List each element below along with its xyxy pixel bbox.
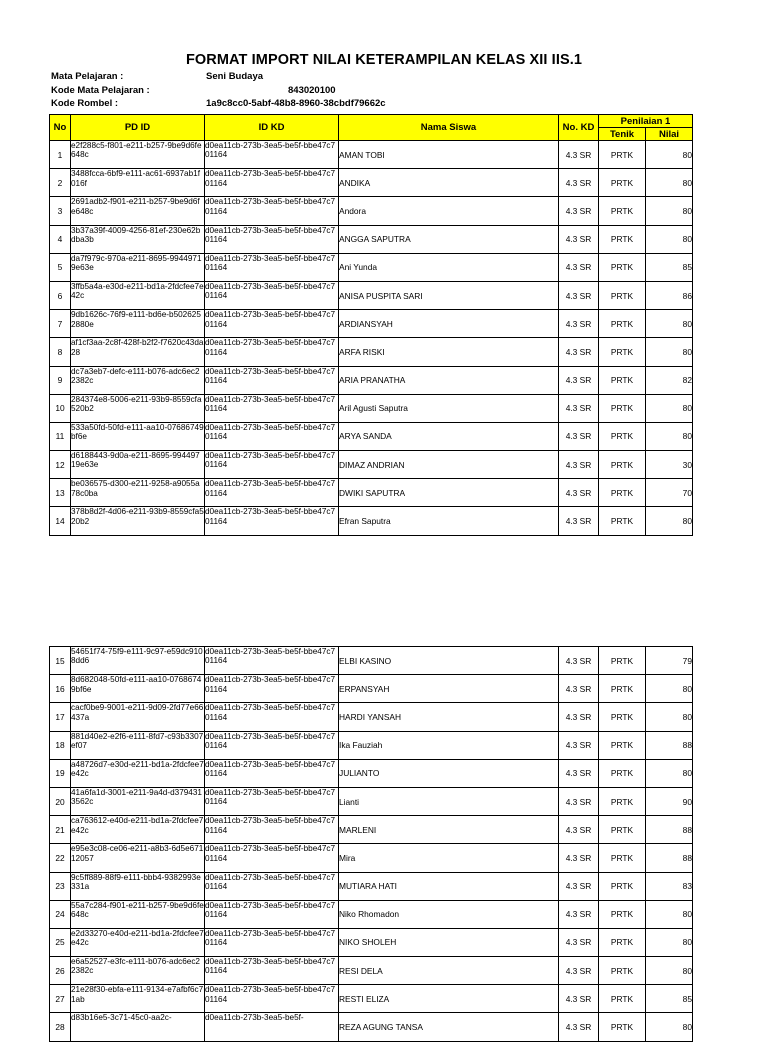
table-row — [50, 957, 693, 985]
nilai-cell: 82 — [646, 366, 693, 394]
student-name-cell: ANDIKA — [339, 169, 559, 197]
teknik-cell: PRTK — [599, 310, 646, 338]
id-kd-cell: d0ea11cb-273b-3ea5-be5f-bbe47c701164 — [205, 394, 339, 422]
student-name-cell: AMAN TOBI — [339, 141, 559, 169]
student-name-cell: HARDI YANSAH — [339, 703, 559, 731]
row-number: 26 — [50, 957, 71, 985]
id-kd-cell: d0ea11cb-273b-3ea5-be5f-bbe47c701164 — [205, 703, 339, 731]
header-id-kd: ID KD — [205, 115, 339, 141]
no-kd-cell: 4.3 SR — [559, 647, 599, 675]
teknik-cell: PRTK — [599, 675, 646, 703]
table-row — [50, 281, 693, 309]
nilai-cell: 86 — [646, 281, 693, 309]
nilai-cell: 80 — [646, 928, 693, 956]
table-row — [50, 394, 693, 422]
teknik-cell: PRTK — [599, 703, 646, 731]
header-penilaian: Penilaian 1 — [599, 115, 693, 128]
teknik-cell: PRTK — [599, 957, 646, 985]
teknik-cell: PRTK — [599, 338, 646, 366]
nilai-cell: 80 — [646, 900, 693, 928]
id-kd-cell: d0ea11cb-273b-3ea5-be5f-bbe47c701164 — [205, 816, 339, 844]
row-number: 11 — [50, 422, 71, 450]
id-kd-cell: d0ea11cb-273b-3ea5-be5f-bbe47c701164 — [205, 872, 339, 900]
student-name-cell: ANISA PUSPITA SARI — [339, 281, 559, 309]
no-kd-cell: 4.3 SR — [559, 394, 599, 422]
sheet-title: FORMAT IMPORT NILAI KETERAMPILAN KELAS XII IIS.1 — [185, 52, 583, 68]
nilai-cell: 80 — [646, 394, 693, 422]
no-kd-cell: 4.3 SR — [559, 872, 599, 900]
no-kd-cell: 4.3 SR — [559, 928, 599, 956]
no-kd-cell: 4.3 SR — [559, 141, 599, 169]
id-kd-cell: d0ea11cb-273b-3ea5-be5f-bbe47c701164 — [205, 731, 339, 759]
nilai-cell: 88 — [646, 731, 693, 759]
header-teknik: Tenik — [599, 128, 646, 141]
row-number: 25 — [50, 928, 71, 956]
teknik-cell: PRTK — [599, 985, 646, 1013]
id-kd-cell: d0ea11cb-273b-3ea5-be5f-bbe47c701164 — [205, 310, 339, 338]
no-kd-cell: 4.3 SR — [559, 422, 599, 450]
teknik-cell: PRTK — [599, 816, 646, 844]
student-name-cell: DIMAZ ANDRIAN — [339, 451, 559, 479]
kode-mapel-label: Kode Mata Pelajaran : — [51, 85, 150, 96]
nilai-cell: 83 — [646, 872, 693, 900]
table-row — [50, 253, 693, 281]
table-body — [50, 141, 693, 536]
no-kd-cell: 4.3 SR — [559, 451, 599, 479]
row-number: 23 — [50, 872, 71, 900]
table-row — [50, 451, 693, 479]
header-pd-id: PD ID — [71, 115, 205, 141]
table-row — [50, 985, 693, 1013]
row-number: 3 — [50, 197, 71, 225]
no-kd-cell: 4.3 SR — [559, 703, 599, 731]
pd-id-cell: 378b8d2f-4d06-e211-93b9-8559cfa520b2 — [71, 507, 205, 535]
pd-id-cell: da7f979c-970a-e211-8695-99449719e63e — [71, 253, 205, 281]
table-row — [50, 675, 693, 703]
teknik-cell: PRTK — [599, 281, 646, 309]
student-name-cell: ANGGA SAPUTRA — [339, 225, 559, 253]
no-kd-cell: 4.3 SR — [559, 281, 599, 309]
id-kd-cell: d0ea11cb-273b-3ea5-be5f-bbe47c701164 — [205, 844, 339, 872]
id-kd-cell: d0ea11cb-273b-3ea5-be5f-bbe47c701164 — [205, 507, 339, 535]
rombel-value: 1a9c8cc0-5abf-48b8-8960-38cbdf79662c — [206, 98, 386, 109]
student-name-cell: Efran Saputra — [339, 507, 559, 535]
row-number: 1 — [50, 141, 71, 169]
teknik-cell: PRTK — [599, 394, 646, 422]
id-kd-cell: d0ea11cb-273b-3ea5-be5f-bbe47c701164 — [205, 787, 339, 815]
table-row — [50, 169, 693, 197]
teknik-cell: PRTK — [599, 759, 646, 787]
student-name-cell: Ika Fauziah — [339, 731, 559, 759]
nilai-cell: 90 — [646, 787, 693, 815]
pd-id-cell: cacf0be9-9001-e211-9d09-2fd77e66437a — [71, 703, 205, 731]
row-number: 28 — [50, 1013, 71, 1041]
teknik-cell: PRTK — [599, 928, 646, 956]
nilai-cell: 80 — [646, 1013, 693, 1041]
table-row — [50, 900, 693, 928]
student-name-cell: REZA AGUNG TANSA — [339, 1013, 559, 1041]
table-row — [50, 141, 693, 169]
teknik-cell: PRTK — [599, 197, 646, 225]
row-number: 13 — [50, 479, 71, 507]
pd-id-cell: af1cf3aa-2c8f-428f-b2f2-f7620c43da28 — [71, 338, 205, 366]
table-row — [50, 479, 693, 507]
nilai-cell: 80 — [646, 422, 693, 450]
table-row — [50, 197, 693, 225]
table-row — [50, 928, 693, 956]
id-kd-cell: d0ea11cb-273b-3ea5-be5f-bbe47c701164 — [205, 422, 339, 450]
pd-id-cell: 9db1626c-76f9-e111-bd6e-b5026252880e — [71, 310, 205, 338]
table-row — [50, 731, 693, 759]
header-no: No — [50, 115, 71, 141]
pd-id-cell: 533a50fd-50fd-e111-aa10-07686749bf6e — [71, 422, 205, 450]
student-name-cell: RESI DELA — [339, 957, 559, 985]
pd-id-cell: 9c5ff889-88f9-e111-bbb4-9382993e331a — [71, 872, 205, 900]
student-name-cell: NIKO SHOLEH — [339, 928, 559, 956]
row-number: 15 — [50, 647, 71, 675]
pd-id-cell: e2f288c5-f801-e211-b257-9be9d6fe648c — [71, 141, 205, 169]
no-kd-cell: 4.3 SR — [559, 731, 599, 759]
student-name-cell: MUTIARA HATI — [339, 872, 559, 900]
mapel-value: Seni Budaya — [206, 71, 264, 82]
no-kd-cell: 4.3 SR — [559, 675, 599, 703]
pd-id-cell: 3b37a39f-4009-4256-81ef-230e62bdba3b — [71, 225, 205, 253]
id-kd-cell: d0ea11cb-273b-3ea5-be5f-bbe47c701164 — [205, 141, 339, 169]
nilai-cell: 80 — [646, 507, 693, 535]
pd-id-cell: 8d682048-50fd-e111-aa10-07686749bf6e — [71, 675, 205, 703]
teknik-cell: PRTK — [599, 169, 646, 197]
table-row — [50, 507, 693, 535]
row-number: 2 — [50, 169, 71, 197]
no-kd-cell: 4.3 SR — [559, 844, 599, 872]
kode-mapel-value: 843020100 — [288, 85, 336, 96]
no-kd-cell: 4.3 SR — [559, 900, 599, 928]
id-kd-cell: d0ea11cb-273b-3ea5-be5f-bbe47c701164 — [205, 366, 339, 394]
no-kd-cell: 4.3 SR — [559, 197, 599, 225]
student-name-cell: ELBI KASINO — [339, 647, 559, 675]
nilai-cell: 88 — [646, 816, 693, 844]
id-kd-cell: d0ea11cb-273b-3ea5-be5f-bbe47c701164 — [205, 451, 339, 479]
pd-id-cell: 41a6fa1d-3001-e211-9a4d-d3794313562c — [71, 787, 205, 815]
row-number: 18 — [50, 731, 71, 759]
no-kd-cell: 4.3 SR — [559, 1013, 599, 1041]
nilai-cell: 80 — [646, 310, 693, 338]
pd-id-cell: dc7a3eb7-defc-e111-b076-adc6ec22382c — [71, 366, 205, 394]
id-kd-cell: d0ea11cb-273b-3ea5-be5f-bbe47c701164 — [205, 197, 339, 225]
pd-id-cell: d83b16e5-3c71-45c0-aa2c- — [71, 1013, 205, 1041]
teknik-cell: PRTK — [599, 225, 646, 253]
nilai-cell: 80 — [646, 225, 693, 253]
id-kd-cell: d0ea11cb-273b-3ea5-be5f-bbe47c701164 — [205, 169, 339, 197]
student-name-cell: Andora — [339, 197, 559, 225]
pd-id-cell: 284374e8-5006-e211-93b9-8559cfa520b2 — [71, 394, 205, 422]
nilai-cell: 79 — [646, 647, 693, 675]
table-row — [50, 647, 693, 675]
student-name-cell: Mira — [339, 844, 559, 872]
id-kd-cell: d0ea11cb-273b-3ea5-be5f-bbe47c701164 — [205, 928, 339, 956]
id-kd-cell: d0ea11cb-273b-3ea5-be5f-bbe47c701164 — [205, 225, 339, 253]
row-number: 4 — [50, 225, 71, 253]
row-number: 16 — [50, 675, 71, 703]
nilai-cell: 80 — [646, 141, 693, 169]
pd-id-cell: 3ffb5a4a-e30d-e211-bd1a-2fdcfee7e42c — [71, 281, 205, 309]
student-name-cell: ARYA SANDA — [339, 422, 559, 450]
mapel-label: Mata Pelajaran : — [51, 71, 124, 82]
no-kd-cell: 4.3 SR — [559, 225, 599, 253]
no-kd-cell: 4.3 SR — [559, 816, 599, 844]
table-row — [50, 366, 693, 394]
pd-id-cell: e6a52527-e3fc-e111-b076-adc6ec22382c — [71, 957, 205, 985]
student-name-cell: RESTI ELIZA — [339, 985, 559, 1013]
teknik-cell: PRTK — [599, 787, 646, 815]
pd-id-cell: 2691adb2-f901-e211-b257-9be9d6fe648c — [71, 197, 205, 225]
id-kd-cell: d0ea11cb-273b-3ea5-be5f-bbe47c701164 — [205, 985, 339, 1013]
no-kd-cell: 4.3 SR — [559, 787, 599, 815]
table-row — [50, 787, 693, 815]
header-nama-siswa: Nama Siswa — [339, 115, 559, 141]
pd-id-cell: be036575-d300-e211-9258-a9055a78c0ba — [71, 479, 205, 507]
teknik-cell: PRTK — [599, 647, 646, 675]
nilai-cell: 70 — [646, 479, 693, 507]
row-number: 10 — [50, 394, 71, 422]
student-name-cell: MARLENI — [339, 816, 559, 844]
nilai-cell: 80 — [646, 338, 693, 366]
no-kd-cell: 4.3 SR — [559, 759, 599, 787]
table-row — [50, 1013, 693, 1041]
nilai-cell: 80 — [646, 675, 693, 703]
row-number: 19 — [50, 759, 71, 787]
row-number: 14 — [50, 507, 71, 535]
teknik-cell: PRTK — [599, 507, 646, 535]
nilai-cell: 80 — [646, 759, 693, 787]
table-body — [50, 647, 693, 1042]
student-name-cell: Niko Rhomadon — [339, 900, 559, 928]
row-number: 12 — [50, 451, 71, 479]
table-row — [50, 844, 693, 872]
teknik-cell: PRTK — [599, 1013, 646, 1041]
row-number: 6 — [50, 281, 71, 309]
table-row — [50, 872, 693, 900]
pd-id-cell: 881d40e2-e2f6-e111-8fd7-c93b3307ef07 — [71, 731, 205, 759]
id-kd-cell: d0ea11cb-273b-3ea5-be5f-bbe47c701164 — [205, 281, 339, 309]
id-kd-cell: d0ea11cb-273b-3ea5-be5f-bbe47c701164 — [205, 957, 339, 985]
student-name-cell: Lianti — [339, 787, 559, 815]
row-number: 7 — [50, 310, 71, 338]
nilai-cell: 80 — [646, 169, 693, 197]
id-kd-cell: d0ea11cb-273b-3ea5-be5f- — [205, 1013, 339, 1041]
table-row — [50, 422, 693, 450]
teknik-cell: PRTK — [599, 253, 646, 281]
pd-id-cell: 3488fcca-6bf9-e111-ac61-6937ab1f016f — [71, 169, 205, 197]
row-number: 9 — [50, 366, 71, 394]
no-kd-cell: 4.3 SR — [559, 366, 599, 394]
header-no-kd: No. KD — [559, 115, 599, 141]
row-number: 20 — [50, 787, 71, 815]
teknik-cell: PRTK — [599, 844, 646, 872]
teknik-cell: PRTK — [599, 422, 646, 450]
row-number: 21 — [50, 816, 71, 844]
table-row — [50, 338, 693, 366]
no-kd-cell: 4.3 SR — [559, 169, 599, 197]
nilai-cell: 80 — [646, 703, 693, 731]
nilai-cell: 80 — [646, 957, 693, 985]
row-number: 17 — [50, 703, 71, 731]
teknik-cell: PRTK — [599, 900, 646, 928]
student-name-cell: ARFA RISKI — [339, 338, 559, 366]
pd-id-cell: e95e3c08-ce06-e211-a8b3-6d5e67112057 — [71, 844, 205, 872]
rombel-label: Kode Rombel : — [51, 98, 119, 109]
id-kd-cell: d0ea11cb-273b-3ea5-be5f-bbe47c701164 — [205, 675, 339, 703]
row-number: 24 — [50, 900, 71, 928]
pd-id-cell: 55a7c284-f901-e211-b257-9be9d6fe648c — [71, 900, 205, 928]
no-kd-cell: 4.3 SR — [559, 253, 599, 281]
table-row — [50, 310, 693, 338]
nilai-cell: 80 — [646, 197, 693, 225]
nilai-cell: 30 — [646, 451, 693, 479]
student-name-cell: ERPANSYAH — [339, 675, 559, 703]
table-row — [50, 703, 693, 731]
id-kd-cell: d0ea11cb-273b-3ea5-be5f-bbe47c701164 — [205, 647, 339, 675]
row-number: 8 — [50, 338, 71, 366]
row-number: 22 — [50, 844, 71, 872]
nilai-cell: 85 — [646, 985, 693, 1013]
teknik-cell: PRTK — [599, 366, 646, 394]
no-kd-cell: 4.3 SR — [559, 507, 599, 535]
student-name-cell: DWIKI SAPUTRA — [339, 479, 559, 507]
pd-id-cell: a48726d7-e30d-e211-bd1a-2fdcfee7e42c — [71, 759, 205, 787]
id-kd-cell: d0ea11cb-273b-3ea5-be5f-bbe47c701164 — [205, 900, 339, 928]
id-kd-cell: d0ea11cb-273b-3ea5-be5f-bbe47c701164 — [205, 253, 339, 281]
student-name-cell: ARIA PRANATHA — [339, 366, 559, 394]
pd-id-cell: e2d33270-e40d-e211-bd1a-2fdcfee7e42c — [71, 928, 205, 956]
teknik-cell: PRTK — [599, 451, 646, 479]
no-kd-cell: 4.3 SR — [559, 957, 599, 985]
id-kd-cell: d0ea11cb-273b-3ea5-be5f-bbe47c701164 — [205, 338, 339, 366]
id-kd-cell: d0ea11cb-273b-3ea5-be5f-bbe47c701164 — [205, 759, 339, 787]
row-number: 5 — [50, 253, 71, 281]
student-name-cell: Ani Yunda — [339, 253, 559, 281]
grade-table-page-2 — [49, 646, 693, 1042]
no-kd-cell: 4.3 SR — [559, 985, 599, 1013]
no-kd-cell: 4.3 SR — [559, 479, 599, 507]
table-row — [50, 816, 693, 844]
teknik-cell: PRTK — [599, 479, 646, 507]
no-kd-cell: 4.3 SR — [559, 310, 599, 338]
student-name-cell: ARDIANSYAH — [339, 310, 559, 338]
pd-id-cell: d6188443-9d0a-e211-8695-99449719e63e — [71, 451, 205, 479]
pd-id-cell: 54651f74-75f9-e111-9c97-e59dc9108dd6 — [71, 647, 205, 675]
no-kd-cell: 4.3 SR — [559, 338, 599, 366]
header-nilai: Nilai — [646, 128, 693, 141]
pd-id-cell: 21e28f30-ebfa-e111-9134-e7afbf6c71ab — [71, 985, 205, 1013]
student-name-cell: JULIANTO — [339, 759, 559, 787]
table-row — [50, 759, 693, 787]
id-kd-cell: d0ea11cb-273b-3ea5-be5f-bbe47c701164 — [205, 479, 339, 507]
pd-id-cell: ca763612-e40d-e211-bd1a-2fdcfee7e42c — [71, 816, 205, 844]
teknik-cell: PRTK — [599, 141, 646, 169]
row-number: 27 — [50, 985, 71, 1013]
grade-table-page-1 — [49, 114, 693, 536]
teknik-cell: PRTK — [599, 731, 646, 759]
table-row — [50, 225, 693, 253]
teknik-cell: PRTK — [599, 872, 646, 900]
nilai-cell: 85 — [646, 253, 693, 281]
student-name-cell: Aril Agusti Saputra — [339, 394, 559, 422]
nilai-cell: 88 — [646, 844, 693, 872]
